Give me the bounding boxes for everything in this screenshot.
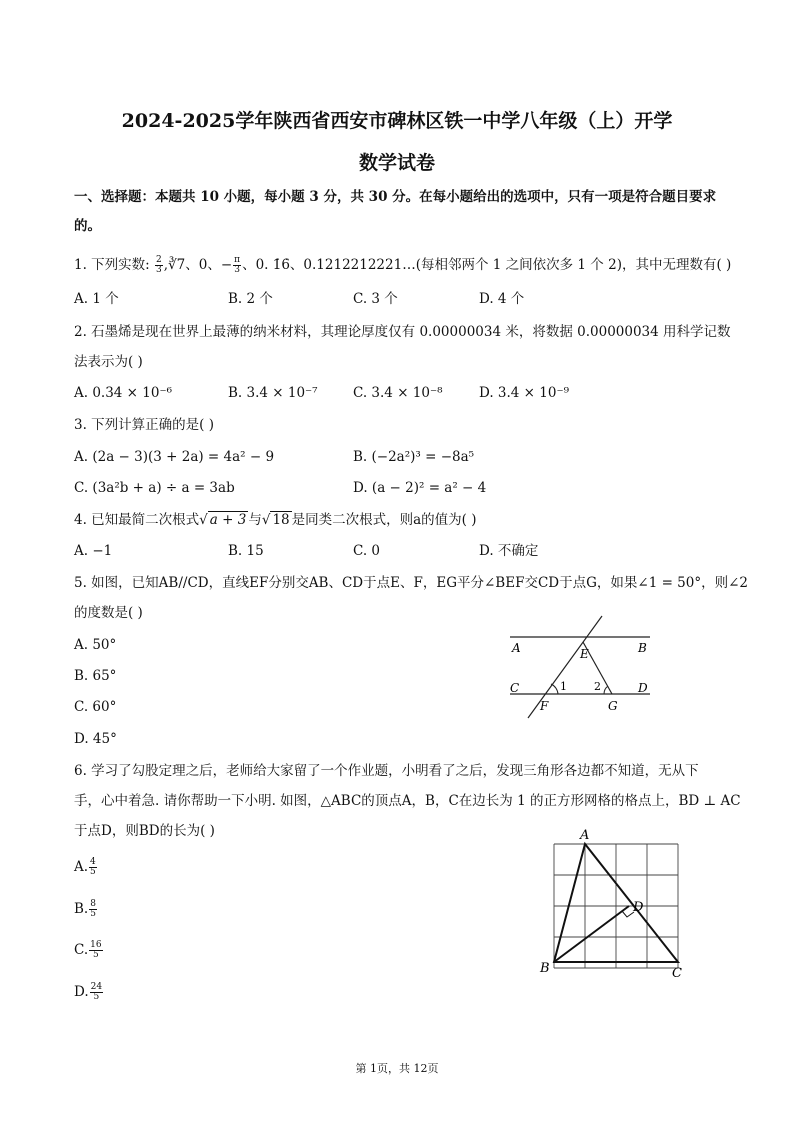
question-5-line1: 5. 如图，已知AB//CD，直线EF分别交AB、CD于点E、F，EG平分∠BEF交CD于点G，如果∠1 = 50°，则∠2 (74, 575, 749, 591)
q6-option-a: A. $\frac{4}{5}$ (74, 857, 96, 877)
q2-option-d: D. 3.4 × 10⁻⁹ (479, 385, 570, 401)
label-c: C (510, 681, 520, 695)
label-a: A (580, 828, 590, 843)
q4-option-a: A. −1 (74, 543, 113, 559)
question-1-stem: 1. 下列实数: $\frac{2}{3}$ ,∛7、0、− $\frac{\pi}{3}$ 、0. 1̇6̇、0.1212212221…(每相邻两个 1 之间依次多 1 个 2)，其中无理数有( ) (74, 255, 732, 275)
q1-cbrt: ∛7 (168, 257, 186, 273)
q3-option-c: C. (3a²b + a) ÷ a = 3ab (74, 480, 235, 496)
q4-option-b: B. 15 (228, 543, 264, 559)
question-5-line2: 的度数是( ) (74, 605, 143, 621)
q1-option-c: C. 3 个 (353, 291, 398, 307)
page-footer: 第 1页，共 12页 (355, 1062, 439, 1075)
question-3-stem: 3. 下列计算正确的是( ) (74, 417, 214, 433)
page-title: 2024-2025学年陕西省西安市碑林区铁一中学八年级（上）开学 (121, 110, 673, 132)
fraction-two-thirds: $\frac{2}{3}$ (156, 255, 162, 275)
fraction-pi-thirds: $\frac{\pi}{3}$ (234, 255, 241, 275)
q1-mid: 、0、− (185, 257, 233, 273)
radicand-18: 18 (272, 512, 290, 528)
segment-bd (554, 906, 629, 962)
q3-option-d: D. (a − 2)² = a² − 4 (353, 480, 487, 496)
question-2-line2: 法表示为( ) (74, 354, 143, 370)
section-header-line2: 的。 (74, 218, 101, 234)
label-angle-1: 1 (560, 680, 567, 693)
label-b: B (638, 641, 647, 655)
q4-option-d: D. 不确定 (479, 543, 539, 559)
grid-triangle-figure (532, 824, 692, 984)
q5-option-a: A. 50° (74, 637, 117, 653)
radicand-a-plus-3: a + 3 (209, 512, 247, 528)
grid-lines (554, 844, 678, 968)
label-f: F (540, 699, 549, 713)
q2-option-b: B. 3.4 × 10⁻⁷ (228, 385, 318, 401)
label-a: A (512, 641, 521, 655)
label-angle-2: 2 (594, 680, 601, 693)
label-e: E (580, 647, 589, 661)
label-b: B (540, 961, 550, 976)
angle-2-arc (604, 686, 608, 694)
label-g: G (608, 699, 618, 713)
label-d: D (638, 681, 648, 695)
question-2-line1: 2. 石墨烯是现在世界上最薄的纳米材料，其理论厚度仅有 0.00000034 米，将数据 0.00000034 用科学记数 (74, 324, 731, 340)
section-header-line1: 一、选择题：本题共 10 小题，每小题 3 分，共 30 分。在每小题给出的选项中，只有一项是符合题目要求 (74, 189, 717, 205)
q5-option-c: C. 60° (74, 699, 117, 715)
q4-option-c: C. 0 (353, 543, 381, 559)
q6-option-d: D. $\frac{24}{5}$ (74, 982, 103, 1002)
label-c: C (672, 966, 682, 981)
q6-option-b: B. $\frac{8}{5}$ (74, 899, 96, 919)
question-6-line2: 手，心中着急. 请你帮助一下小明. 如图，△ABC的顶点A，B，C在边长为 1 的正方形网格的格点上，BD ⊥ AC (74, 793, 741, 809)
question-4-stem: 4. 已知最简二次根式√ a + 3 与√ 18 是同类二次根式，则a的值为( ) (74, 512, 477, 528)
page-subtitle: 数学试卷 (358, 152, 435, 174)
q1-option-a: A. 1 个 (74, 291, 119, 307)
q2-option-c: C. 3.4 × 10⁻⁸ (353, 385, 443, 401)
q2-option-a: A. 0.34 × 10⁻⁶ (74, 385, 173, 401)
q1-prefix: 1. 下列实数: (74, 257, 155, 273)
q3-option-a: A. (2a − 3)(3 + 2a) = 4a² − 9 (74, 449, 275, 465)
q1-option-d: D. 4 个 (479, 291, 525, 307)
q5-option-b: B. 65° (74, 668, 117, 684)
q5-option-d: D. 45° (74, 731, 117, 747)
question-6-line1: 6. 学习了勾股定理之后，老师给大家留了一个作业题，小明看了之后，发现三角形各边都不知道，无从下 (74, 763, 699, 779)
q3-option-b: B. (−2a²)³ = −8a⁵ (353, 449, 475, 465)
label-d: D (633, 900, 644, 915)
parallel-lines-figure (500, 612, 660, 720)
q1-tail: 、0. 1̇6̇、0.1212212221…(每相邻两个 1 之间依次多 1 个 2)，其中无理数有( ) (242, 257, 732, 273)
q1-option-b: B. 2 个 (228, 291, 273, 307)
question-6-line3: 于点D，则BD的长为( ) (74, 823, 215, 839)
q6-option-c: C. $\frac{16}{5}$ (74, 940, 102, 960)
